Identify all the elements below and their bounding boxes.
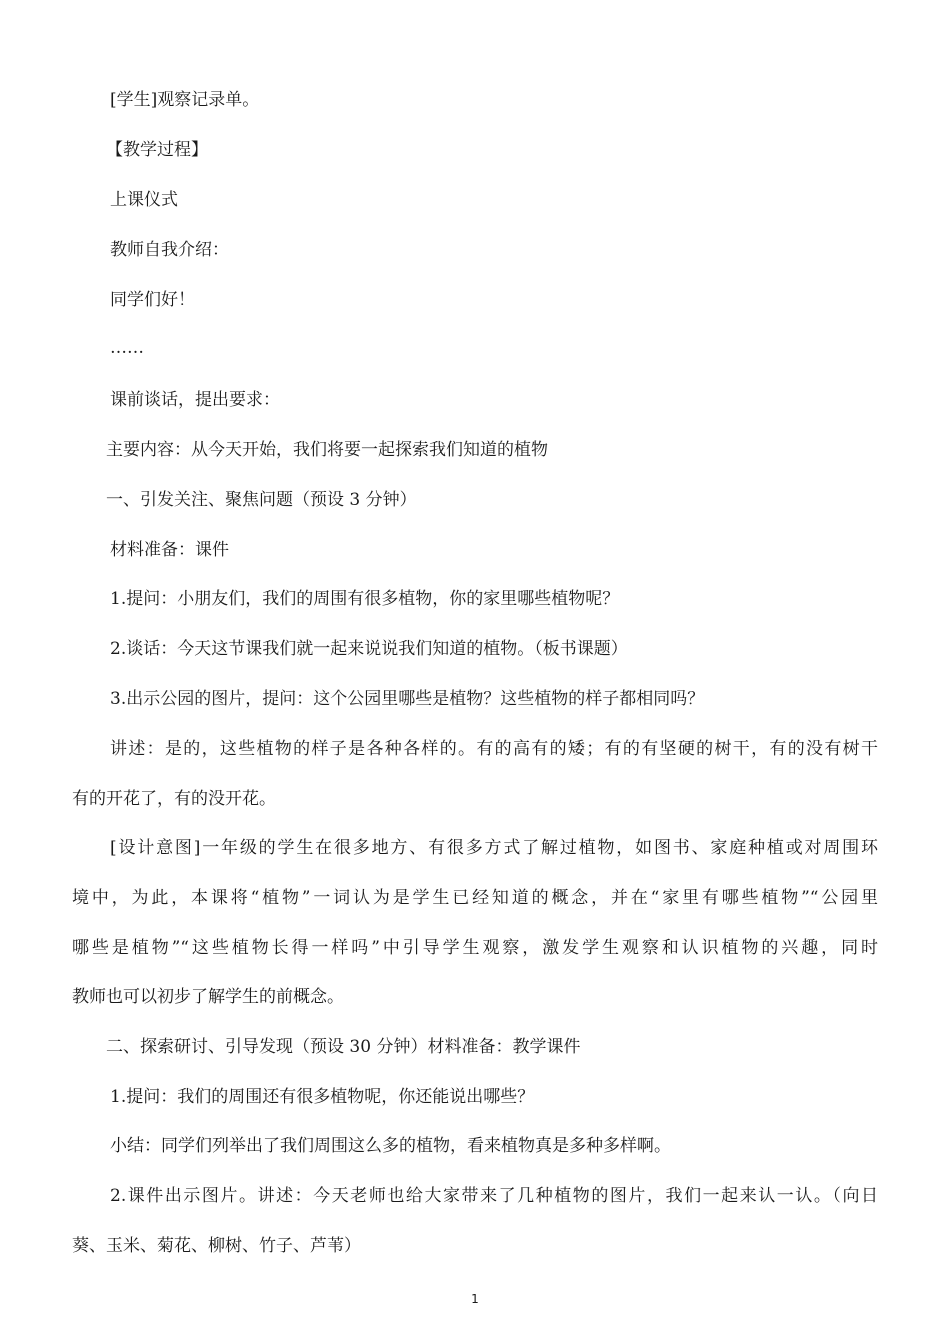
list-item: 3.出示公园的图片，提问：这个公园里哪些是植物？这些植物的样子都相同吗？ (110, 689, 705, 709)
paragraph-line: 同学们好！ (110, 290, 195, 310)
list-item: 1.提问：我们的周围还有很多植物呢，你还能说出哪些？ (110, 1087, 535, 1107)
paragraph-line: 材料准备：课件 (110, 540, 229, 560)
paragraph-line: 教师也可以初步了解学生的前概念。 (72, 987, 344, 1007)
paragraph-line: 上课仪式 (110, 190, 178, 210)
paragraph-line: …… (110, 338, 144, 358)
paragraph-line: 有的开花了，有的没开花。 (72, 789, 276, 809)
section-heading: 二、探索研讨、引导发现（预设 30 分钟）材料准备：教学课件 (106, 1037, 581, 1057)
paragraph-line: 讲述：是的，这些植物的样子是各种各样的。有的高有的矮；有的有坚硬的树干，有的没有树干 (110, 739, 878, 759)
paragraph-line: 课前谈话，提出要求： (110, 390, 280, 410)
paragraph-line: [设计意图]一年级的学生在很多地方、有很多方式了解过植物，如图书、家庭种植或对周围环 (110, 838, 878, 858)
page-number: 1 (471, 1292, 479, 1306)
list-item: 2.谈话：今天这节课我们就一起来说说我们知道的植物。（板书课题） (110, 639, 628, 659)
paragraph-line: 葵、玉米、菊花、柳树、竹子、芦苇） (72, 1236, 361, 1256)
section-heading: 一、引发关注、聚焦问题（预设 3 分钟） (106, 490, 417, 510)
paragraph-line: [学生]观察记录单。 (110, 90, 260, 110)
paragraph-line: 教师自我介绍： (110, 240, 229, 260)
paragraph-line: 境中，为此，本课将“植物”一词认为是学生已经知道的概念，并在“家里有哪些植物”“公园里 (72, 888, 878, 908)
paragraph-line: 小结：同学们列举出了我们周围这么多的植物，看来植物真是多种多样啊。 (110, 1136, 671, 1156)
paragraph-line: 主要内容：从今天开始，我们将要一起探索我们知道的植物 (106, 440, 548, 460)
section-heading: 【教学过程】 (106, 140, 208, 160)
list-item: 1.提问：小朋友们，我们的周围有很多植物，你的家里哪些植物呢？ (110, 589, 620, 609)
paragraph-line: 哪些是植物”“这些植物长得一样吗”中引导学生观察，激发学生观察和认识植物的兴趣，同时 (72, 938, 878, 958)
list-item: 2.课件出示图片。讲述：今天老师也给大家带来了几种植物的图片，我们一起来认一认。（向日 (110, 1186, 878, 1206)
